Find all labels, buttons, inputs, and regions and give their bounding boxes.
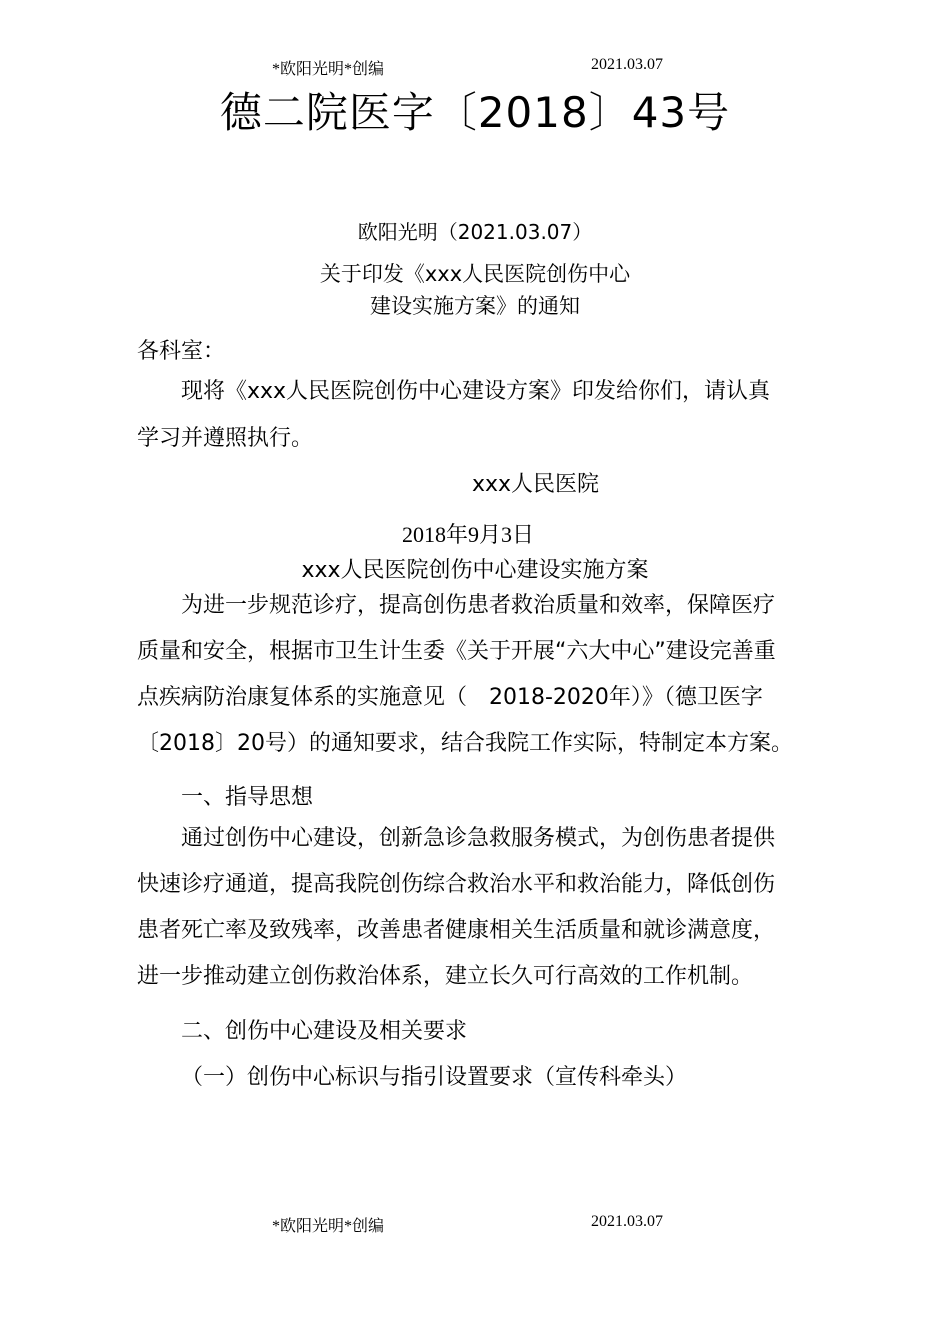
intro-line: 点疾病防治康复体系的实施意见（ 2018-2020年）》（德卫医字 [137,685,763,710]
notice-title-line-2: 建设实施方案》的通知 [370,294,580,318]
header-right: 2021.03.07 [591,56,663,73]
notice-body-line-1: 现将《xxx人民医院创伤中心建设方案》印发给你们，请认真 [181,379,771,404]
notice-body-line-2: 学习并遵照执行。 [137,426,314,451]
header-left: *欧阳光明*创编 [272,61,385,78]
signature: xxx人民医院 [472,472,600,497]
author-line: 欧阳光明（2021.03.07） [357,220,593,244]
section-1-heading: 一、指导思想 [181,785,314,810]
footer-right: 2021.03.07 [591,1213,663,1230]
subsection-1-heading: （一）创伤中心标识与指引设置要求（宣传科牵头） [181,1065,688,1090]
section-1-line: 通过创伤中心建设，创新急诊急救服务模式，为创伤患者提供 [181,826,776,851]
section-2-heading: 二、创伤中心建设及相关要求 [181,1019,468,1044]
intro-paragraph [137,583,817,767]
intro-line: 为进一步规范诊疗，提高创伤患者救治质量和效率，保障医疗 [181,593,776,618]
issue-date: 2018年9月3日 [402,522,535,547]
intro-line: 〔2018〕20号）的通知要求，结合我院工作实际，特制定本方案。 [137,731,793,756]
footer-left: *欧阳光明*创编 [272,1218,385,1235]
section-1-paragraph [137,816,817,1000]
notice-title-line-1: 关于印发《xxx人民医院创伤中心 [319,262,631,286]
section-1-line: 患者死亡率及致残率，改善患者健康相关生活质量和就诊满意度， [137,918,776,943]
section-1-line: 进一步推动建立创伤救治体系，建立长久可行高效的工作机制。 [137,964,754,989]
salutation: 各科室： [137,339,226,364]
plan-title: xxx人民医院创伤中心建设实施方案 [301,558,649,583]
section-1-line: 快速诊疗通道，提高我院创伤综合救治水平和救治能力，降低创伤 [137,872,776,897]
intro-line: 质量和安全，根据市卫生计生委《关于开展“六大中心”建设完善重 [137,639,776,664]
document-number: 德二院医字〔2018〕43号 [219,88,731,137]
